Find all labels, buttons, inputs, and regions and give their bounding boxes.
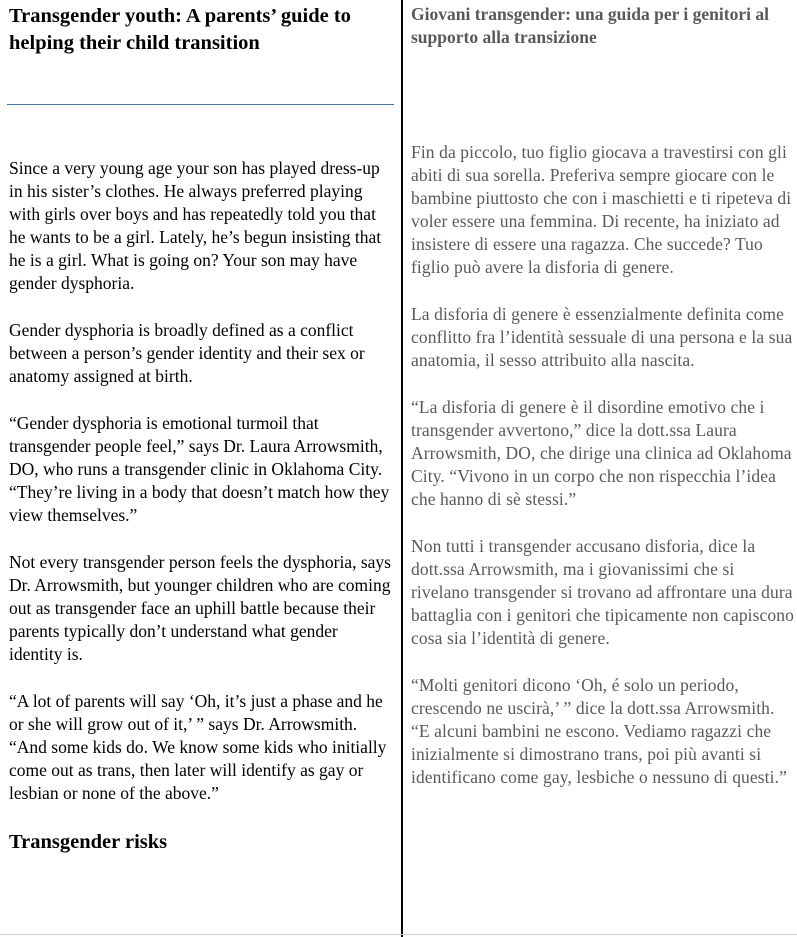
bottom-border <box>0 934 797 935</box>
english-paragraph-4: Not every transgender person feels the dysphoria, says Dr. Arrowsmith, but younger children who are coming out as transgender face an uphill battle because their parents typically don’t understand what gender identity is. <box>9 552 391 664</box>
italian-title: Giovani transgender: una guida per i genitori al supporto alla transizione <box>411 4 769 47</box>
italian-paragraph-2: La disforia di genere è essenzialmente definita come conflitto fra l’identità sessuale di una persona e la sua anatomia, il sesso attribuito alla nascita. <box>411 304 793 370</box>
column-divider <box>401 0 403 937</box>
english-paragraph-3: “Gender dysphoria is emotional turmoil that transgender people feel,” says Dr. Laura Arrowsmith, DO, who runs a transgender clinic in Oklahoma City. “They’re living in a body that doesn’t match how they view themselves.” <box>9 413 390 525</box>
english-title: Transgender youth: A parents’ guide to helping their child transition <box>9 5 351 54</box>
italian-paragraph-4: Non tutti i transgender accusano disforia, dice la dott.ssa Arrowsmith, ma i giovanissimi che si rivelano transgender si trovano ad affrontare una dura battaglia con i genitori che tipicamente non capiscono cosa sia l’identità di genere. <box>411 536 794 648</box>
italian-paragraph-1: Fin da piccolo, tuo figlio giocava a travestirsi con gli abiti di sua sorella. Preferiva sempre giocare con le bambine piuttosto che con i maschietti e ti ripeteva di voler essere una femmina. Di recente, ha iniziato ad insistere di essere una ragazza. Che succede? Tuo figlio può avere la disforia di genere. <box>411 142 792 277</box>
title-underline-rule <box>7 104 394 105</box>
italian-paragraph-5: “Molti genitori dicono ‘Oh, é solo un periodo, crescendo ne uscirà,’ ” dice la dott.ssa Arrowsmith. “E alcuni bambini ne escono. Vediamo ragazzi che inizialmente si dimostrano trans, poi più avanti si identificano come gay, lesbiche o nessuno di questi.” <box>411 675 787 787</box>
english-paragraph-5: “A lot of parents will say ‘Oh, it’s just a phase and he or she will grow out of it,’ ” says Dr. Arrowsmith. “And some kids do. We know some kids who initially come out as trans, then later will identify as gay or lesbian or none of the above.” <box>9 691 387 803</box>
english-paragraph-1: Since a very young age your son has played dress-up in his sister’s clothes. He always preferred playing with girls over boys and has repeatedly told you that he wants to be a girl. Lately, he’s begun insisting that he is a girl. What is going on? Your son may have gender dysphoria. <box>9 158 382 293</box>
english-paragraph-2: Gender dysphoria is broadly defined as a conflict between a person’s gender identity and their sex or anatomy assigned at birth. <box>9 320 365 386</box>
english-body <box>9 157 393 855</box>
english-subheading: Transgender risks <box>9 831 168 853</box>
italian-paragraph-3: “La disforia di genere è il disordine emotivo che i transgender avvertono,” dice la dott.ssa Laura Arrowsmith, DO, che dirige una clinica ad Oklahoma City. “Vivono in un corpo che non rispecchia l’idea che hanno di sè stessi.” <box>411 397 792 509</box>
italian-body <box>411 141 795 813</box>
